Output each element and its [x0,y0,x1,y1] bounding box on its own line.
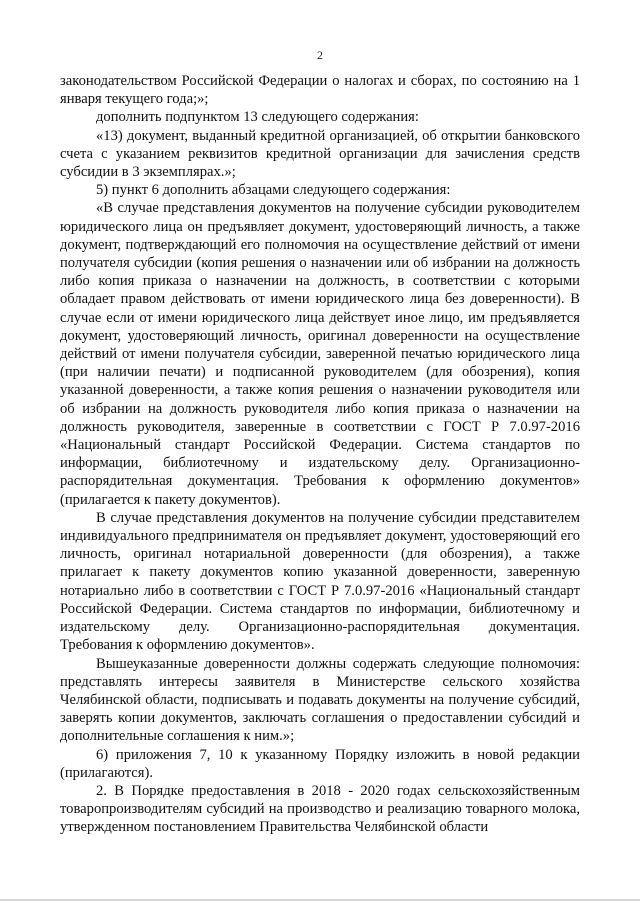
paragraph-add-subpoint-13: дополнить подпунктом 13 следующего содержания: [96,109,419,126]
page-number: 2 [317,48,323,62]
paragraph-point-5: 5) пункт 6 дополнить абзацами следующего содержания: [96,182,451,199]
paragraph-point-6: 6) приложения 7, 10 к указанному Порядку изложить в новой редакции (прилагаются). [60,746,580,781]
paragraph-tax-clause: законодательством Российской Федерации о налогах и сборах, по состоянию на 1 января текущего года;»; [60,73,580,108]
paragraph-subpoint-13: «13) документ, выданный кредитной организацией, об открытии банковского счета с указанием реквизитов кредитной организации для зачисления средств субсидии в 3 экземплярах.»; [60,127,580,181]
paragraph-individual-entrepreneur: В случае представления документов на получение субсидии представителем индивидуального предпринимателя он предъявляет документ, удостоверяющий его личность, оригинал нотариальной доверенности (для обозрения), а также прилагает к пакету документов копию указанной доверенности, заверенную нотариально либо в соответствии с ГОСТ Р 7.0.97-2016 «Национальный стандарт Российской Федерации. Система стандартов по информации, библиотечному и издательскому делу. Организационно-распорядительная документация. Требования к оформлению документов». [60,509,580,654]
paragraph-section-2: 2. В Порядке предоставления в 2018 - 2020 годах сельскохозяйственным товаропроизводителям субсидий на производство и реализацию товарного молока, утвержденном постановлением Правительства Челябинской области [60,782,580,836]
paragraph-legal-entity: «В случае представления документов на получение субсидии руководителем юридического лица он предъявляет документ, удостоверяющий личность, а также документ, подтверждающий его полномочия на осуществление действий от имени получателя субсидии (копия решения о назначении или об избрании на должность либо копия приказа о назначении на должность, в соответствии с которыми обладает правом действовать от имени юридического лица без доверенности). В случае если от имени юридического лица действует иное лицо, им предъявляется документ, удостоверяющий личность, оригинал доверенности на осуществление действий от имени получателя субсидии, заверенной печатью юридического лица (при наличии печати) и подписанной руководителем (для обозрения), копия указанной доверенности, а также копия решения о назначении руководителя или об избрании на должность руководителя либо копия приказа о назначении на должность руководителя, заверенные в соответствии с ГОСТ Р 7.0.97-2016 «Национальный стандарт Российской Федерации. Система стандартов по информации, библиотечному и издательскому делу. Организационно-распорядительная документация. Требования к оформлению документов» (прилагается к пакету документов). [60,200,580,508]
document-body [60,72,580,837]
page-bottom-divider [0,899,640,901]
paragraph-powers-of-attorney: Вышеуказанные доверенности должны содержать следующие полномочия: представлять интересы заявителя в Министерстве сельского хозяйства Челябинской области, подписывать и подавать документы на получение субсидий, заверять копии документов, заключать соглашения о предоставлении субсидий и дополнительные соглашения к ним.»; [60,655,580,745]
